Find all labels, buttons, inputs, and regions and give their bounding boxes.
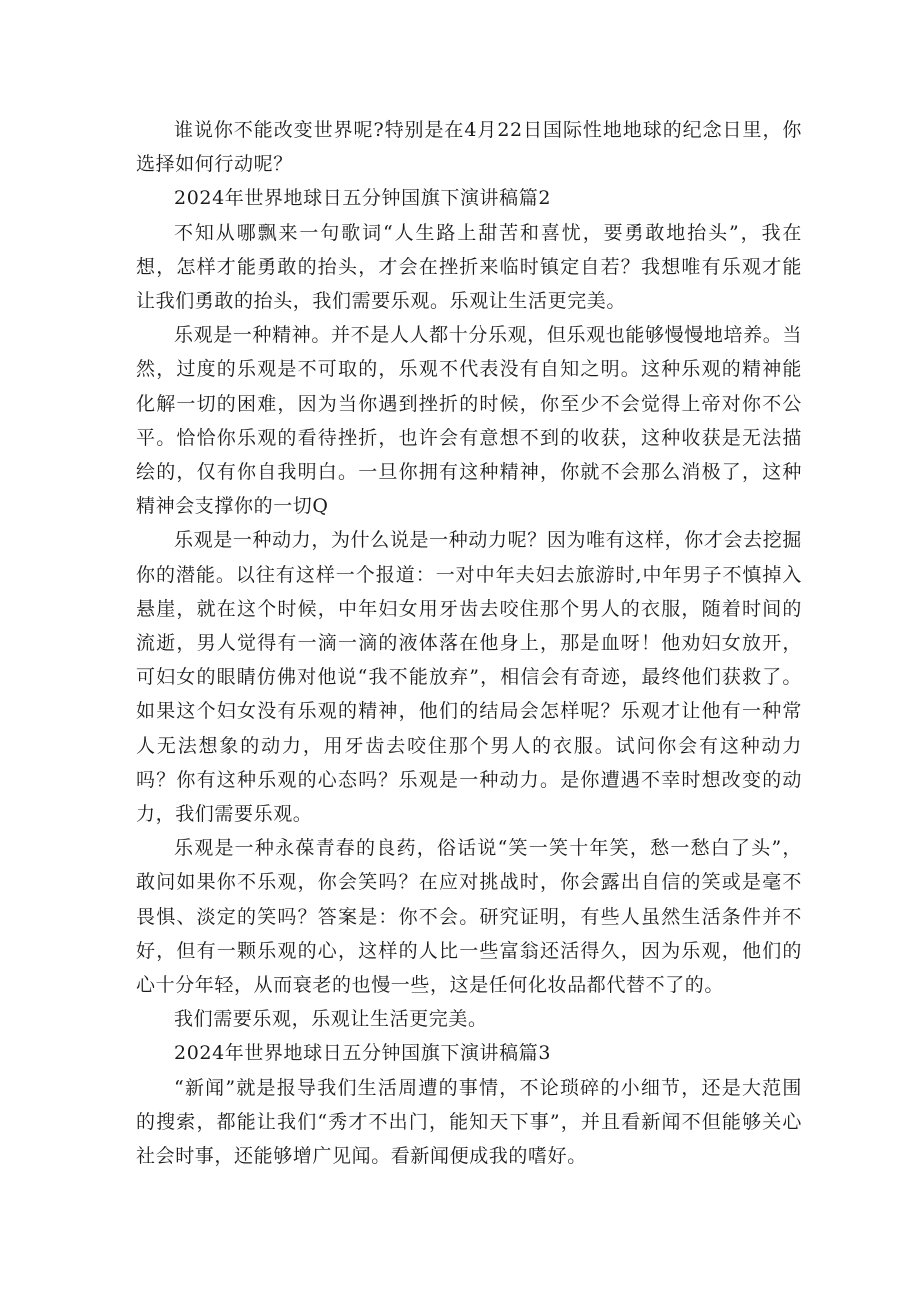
document-body xyxy=(136,113,802,1173)
section-heading-3: 2024年世界地球日五分钟国旗下演讲稿篇3 xyxy=(174,1042,552,1065)
section-heading-2: 2024年世界地球日五分钟国旗下演讲稿篇2 xyxy=(174,187,552,210)
paragraph-news: “新闻”就是报导我们生活周遭的事情，不论琐碎的小细节，还是大范围的搜索，都能让我们“秀才不出门，能知天下事”，并且看新闻不但能够关心社会时事，还能够增广见闻。看新闻便成我的嗜好。 xyxy=(136,1076,802,1168)
paragraph-optimism-youth: 乐观是一种永葆青春的良药，俗话说“笑一笑十年笑，愁一愁白了头”，敢问如果你不乐观，你会笑吗？在应对挑战时，你会露出自信的笑或是毫不畏惧、淡定的笑吗？答案是：你不会。研究证明，有些人虽然生活条件并不好，但有一颗乐观的心，这样的人比一些富翁还活得久，因为乐观，他们的心十分年轻，从而衰老的也慢一些，这是任何化妆品都代替不了的。 xyxy=(136,837,802,997)
paragraph-lyric: 不知从哪飘来一句歌词“人生路上甜苦和喜忧，要勇敢地抬头”，我在想，怎样才能勇敢的抬头，才会在挫折来临时镇定自若？我想唯有乐观才能让我们勇敢的抬头，我们需要乐观。乐观让生活更完美。 xyxy=(136,221,802,313)
paragraph-optimism-motivation: 乐观是一种动力，为什么说是一种动力呢？因为唯有这样，你才会去挖掘你的潜能。以往有这样一个报道：一对中年夫妇去旅游时,中年男子不慎掉入悬崖，就在这个时候，中年妇女用牙齿去咬住那个男人的衣服，随着时间的流逝，男人觉得有一滴一滴的液体落在他身上，那是血呀！他劝妇女放开，可妇女的眼睛仿佛对他说“我不能放弃”，相信会有奇迹，最终他们获救了。如果这个妇女没有乐观的精神，他们的结局会怎样呢？乐观才让他有一种常人无法想象的动力，用牙齿去咬住那个男人的衣服。试问你会有这种动力吗？你有这种乐观的心态吗？乐观是一种动力。是你遭遇不幸时想改变的动力，我们需要乐观。 xyxy=(136,529,802,826)
paragraph-intro-closing: 谁说你不能改变世界呢?特别是在4月22日国际性地地球的纪念日里，你选择如何行动呢？ xyxy=(136,119,802,176)
paragraph-optimism-spirit: 乐观是一种精神。并不是人人都十分乐观，但乐观也能够慢慢地培养。当然，过度的乐观是不可取的，乐观不代表没有自知之明。这种乐观的精神能化解一切的困难，因为当你遇到挫折的时候，你至少不会觉得上帝对你不公平。恰恰你乐观的看待挫折，也许会有意想不到的收获，这种收获是无法描绘的，仅有你自我明白。一旦你拥有这种精神，你就不会那么消极了，这种精神会支撑你的一切Q xyxy=(136,324,802,518)
paragraph-conclusion: 我们需要乐观，乐观让生活更完美。 xyxy=(174,1008,488,1031)
